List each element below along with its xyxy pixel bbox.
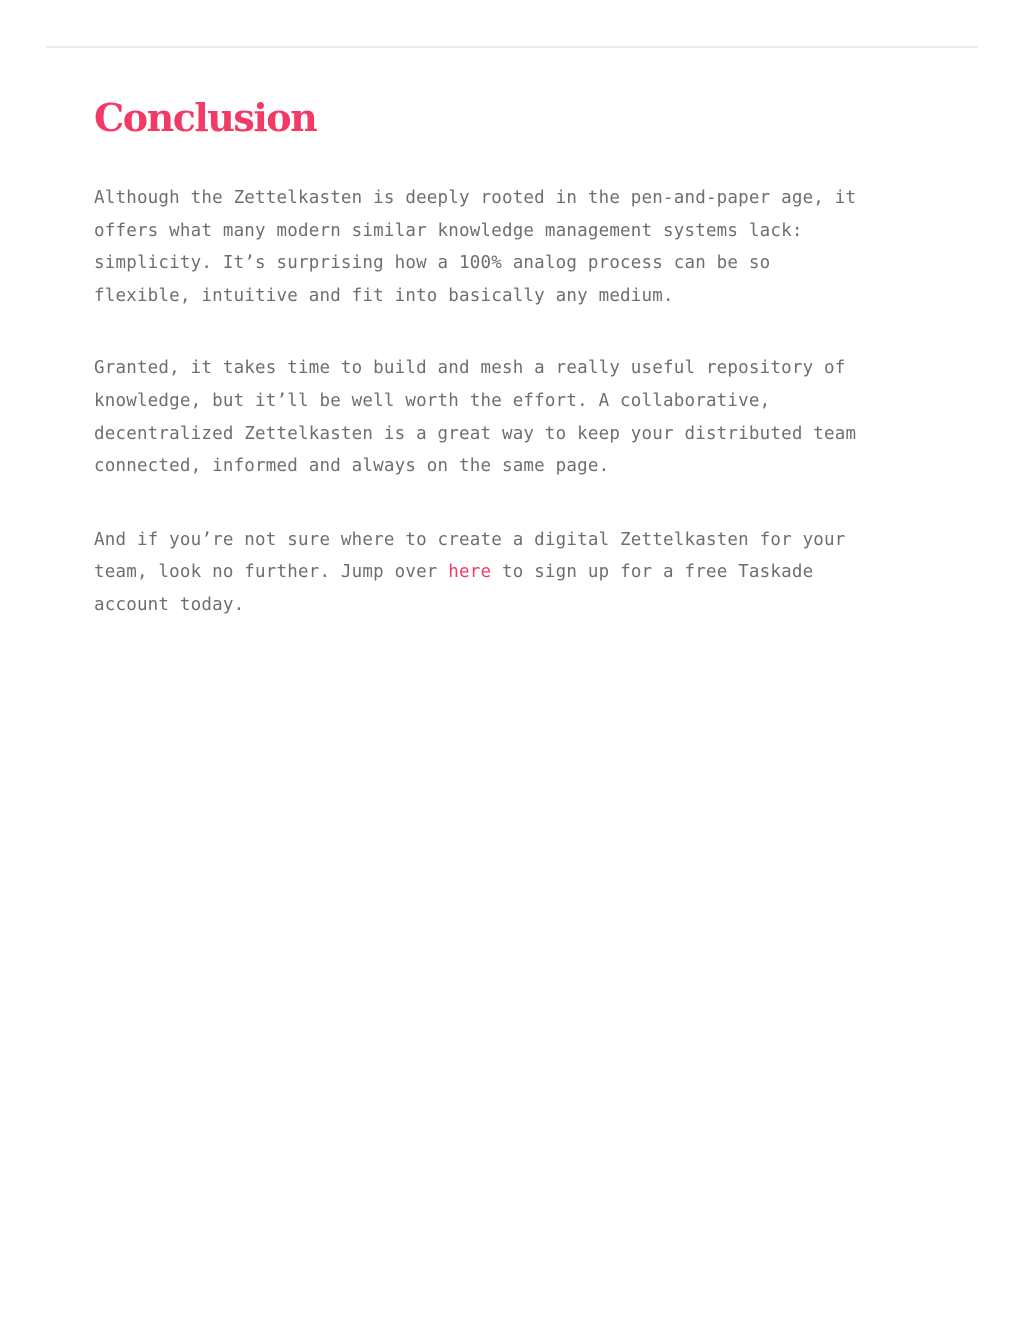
text-line: connected, informed and always on the same page. (94, 456, 610, 477)
text-line: Granted, it takes time to build and mesh a really useful repository of (94, 358, 846, 379)
text-line: account today. (94, 594, 245, 615)
text-segment: team, look no further. Jump over (94, 562, 449, 583)
text-line: Although the Zettelkasten is deeply rooted in the pen-and-paper age, it (94, 188, 857, 208)
paragraph-conclusion-1 (94, 182, 944, 312)
text-line: And if you’re not sure where to create a digital Zettelkasten for your (94, 529, 846, 550)
text-line: flexible, intuitive and fit into basically any medium. (94, 285, 674, 306)
text-line: simplicity. It’s surprising how a 100% analog process can be so (94, 253, 771, 274)
text-segment: to sign up for a free Taskade (491, 562, 814, 583)
paragraph-conclusion-3 (94, 524, 944, 622)
article-section (94, 92, 944, 622)
section-heading: Conclusion (94, 95, 317, 140)
text-line: offers what many modern similar knowledge management systems lack: (94, 220, 803, 241)
text-line: decentralized Zettelkasten is a great way to keep your distributed team (94, 423, 857, 444)
top-divider (46, 46, 978, 48)
paragraph-conclusion-2 (94, 352, 944, 482)
text-line: knowledge, but it’ll be well worth the effort. A collaborative, (94, 390, 771, 411)
signup-link[interactable]: here (448, 562, 492, 583)
